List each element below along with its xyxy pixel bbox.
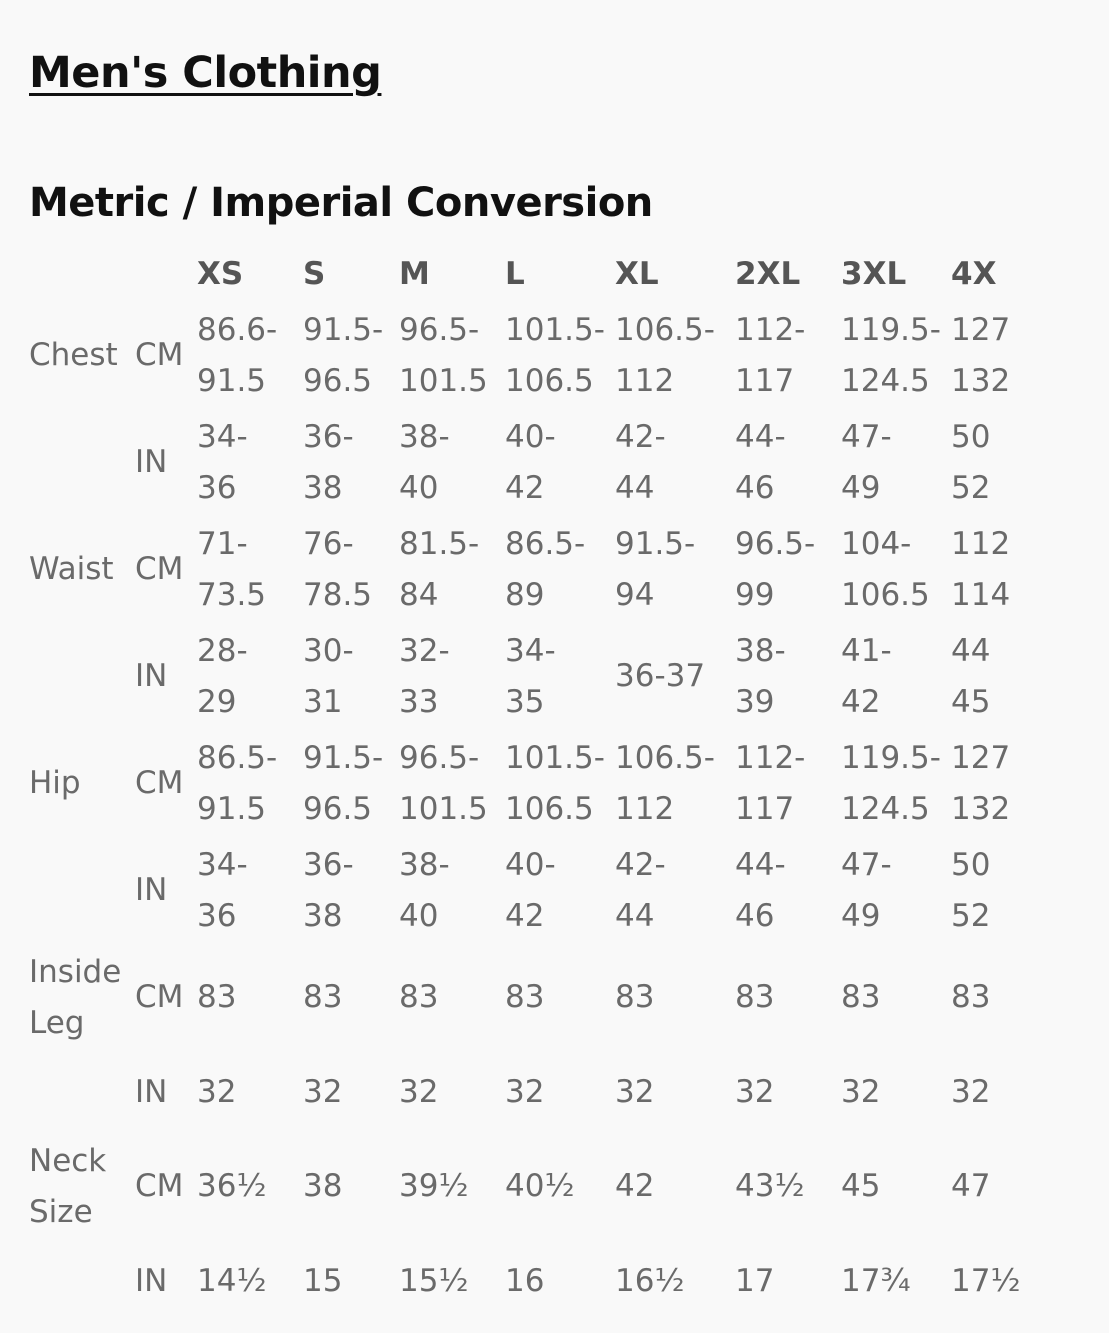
table-cell: 91.5- 94 — [615, 525, 696, 613]
table-cell: 38 — [303, 1168, 343, 1204]
page-title[interactable]: Men's Clothing — [29, 48, 382, 98]
header-blank — [29, 246, 135, 302]
table-cell: 50 52 — [951, 418, 991, 506]
measure-label: Hip — [29, 765, 81, 801]
table-cell: 96.5- 101.5 — [399, 311, 488, 399]
table-cell: 32 — [303, 1073, 343, 1110]
table-cell: 83 — [505, 979, 545, 1015]
table-cell: 101.5- 106.5 — [505, 311, 605, 399]
measure-label — [29, 409, 135, 516]
table-cell: 83 — [303, 979, 343, 1015]
table-cell: 32 — [197, 1073, 237, 1110]
size-header: M — [399, 256, 430, 292]
size-header: S — [303, 256, 326, 292]
table-cell: 112- 117 — [735, 739, 806, 827]
table-row — [29, 623, 1109, 730]
table-cell: 17½ — [951, 1262, 1021, 1299]
size-header-row — [29, 246, 1109, 302]
table-cell: 83 — [735, 979, 775, 1015]
table-cell: 83 — [951, 979, 991, 1015]
unit-label: CM — [135, 979, 184, 1015]
table-cell: 86.5- 91.5 — [197, 739, 278, 827]
table-cell: 81.5- 84 — [399, 525, 480, 613]
table-cell: 14½ — [197, 1262, 267, 1299]
table-cell: 47 — [951, 1168, 991, 1204]
unit-label: IN — [135, 872, 168, 908]
table-cell: 127 132 — [951, 311, 1011, 399]
table-row — [29, 1240, 1109, 1322]
table-cell: 119.5- 124.5 — [841, 739, 941, 827]
measure-label: Chest — [29, 337, 118, 373]
table-cell: 32 — [505, 1073, 545, 1110]
table-cell: 42- 44 — [615, 418, 666, 506]
table-cell: 16 — [505, 1262, 545, 1299]
table-cell: 96.5- 99 — [735, 525, 816, 613]
table-cell: 36- 38 — [303, 846, 354, 934]
table-cell: 17¾ — [841, 1262, 911, 1299]
table-row — [29, 944, 1109, 1051]
table-cell: 44- 46 — [735, 418, 786, 506]
table-cell: 36- 38 — [303, 418, 354, 506]
measure-label: Neck Size — [29, 1142, 107, 1230]
table-row — [29, 1051, 1109, 1133]
table-cell: 96.5- 101.5 — [399, 739, 488, 827]
table-cell: 45 — [841, 1168, 881, 1204]
table-cell: 104- 106.5 — [841, 525, 930, 613]
unit-label: IN — [135, 1262, 168, 1299]
table-row — [29, 516, 1109, 623]
table-cell: 47- 49 — [841, 846, 892, 934]
table-cell: 40- 42 — [505, 846, 556, 934]
table-cell: 32 — [841, 1073, 881, 1110]
table-cell: 42 — [615, 1168, 655, 1204]
table-cell: 44- 46 — [735, 846, 786, 934]
table-cell: 32 — [735, 1073, 775, 1110]
table-cell: 112- 117 — [735, 311, 806, 399]
table-cell: 83 — [399, 979, 439, 1015]
table-cell: 106.5- 112 — [615, 739, 715, 827]
table-cell: 38- 40 — [399, 418, 450, 506]
table-cell: 32 — [615, 1073, 655, 1110]
table-cell: 83 — [615, 979, 655, 1015]
table-row — [29, 837, 1109, 944]
table-cell: 40½ — [505, 1168, 575, 1204]
table-row — [29, 1133, 1109, 1240]
measure-label — [29, 1240, 135, 1322]
table-cell: 127 132 — [951, 739, 1011, 827]
table-cell: 86.5- 89 — [505, 525, 586, 613]
table-cell: 38- 40 — [399, 846, 450, 934]
table-cell: 39½ — [399, 1168, 469, 1204]
table-cell: 16½ — [615, 1262, 685, 1299]
table-cell: 86.6- 91.5 — [197, 311, 278, 399]
unit-label: IN — [135, 1073, 168, 1110]
table-cell: 40- 42 — [505, 418, 556, 506]
table-cell: 91.5- 96.5 — [303, 311, 384, 399]
table-cell: 36-37 — [615, 658, 706, 694]
table-cell: 76- 78.5 — [303, 525, 373, 613]
measure-label — [29, 837, 135, 944]
unit-label: CM — [135, 1168, 184, 1204]
table-cell: 15½ — [399, 1262, 469, 1299]
measure-label: Inside Leg — [29, 953, 122, 1041]
table-cell: 119.5- 124.5 — [841, 311, 941, 399]
size-header: XS — [197, 256, 244, 292]
table-cell: 32- 33 — [399, 632, 450, 720]
table-cell: 71- 73.5 — [197, 525, 267, 613]
table-cell: 36½ — [197, 1168, 267, 1204]
table-cell: 32 — [399, 1073, 439, 1110]
table-cell: 15 — [303, 1262, 343, 1299]
table-row — [29, 302, 1109, 409]
measure-label: Waist — [29, 551, 114, 587]
size-header: L — [505, 256, 525, 292]
table-cell: 43½ — [735, 1168, 805, 1204]
table-cell: 83 — [197, 979, 237, 1015]
table-cell: 32 — [951, 1073, 991, 1110]
unit-label: CM — [135, 337, 184, 373]
measure-label — [29, 623, 135, 730]
table-cell: 112 114 — [951, 525, 1011, 613]
table-cell: 42- 44 — [615, 846, 666, 934]
size-header: 4X — [951, 256, 997, 292]
table-cell: 28- 29 — [197, 632, 248, 720]
measure-label — [29, 1051, 135, 1133]
size-header: 3XL — [841, 256, 907, 292]
table-row — [29, 409, 1109, 516]
table-cell: 34- 36 — [197, 846, 248, 934]
table-cell: 34- 36 — [197, 418, 248, 506]
table-cell: 34- 35 — [505, 632, 556, 720]
table-cell: 106.5- 112 — [615, 311, 715, 399]
table-cell: 17 — [735, 1262, 775, 1299]
table-row — [29, 730, 1109, 837]
table-cell: 41- 42 — [841, 632, 892, 720]
table-cell: 83 — [841, 979, 881, 1015]
size-conversion-table — [29, 246, 1109, 1322]
size-header: XL — [615, 256, 659, 292]
unit-label: CM — [135, 765, 184, 801]
table-cell: 101.5- 106.5 — [505, 739, 605, 827]
table-cell: 30- 31 — [303, 632, 354, 720]
table-cell: 91.5- 96.5 — [303, 739, 384, 827]
table-cell: 50 52 — [951, 846, 991, 934]
header-blank — [135, 246, 197, 302]
size-header: 2XL — [735, 256, 801, 292]
section-title: Metric / Imperial Conversion — [29, 180, 653, 226]
table-cell: 47- 49 — [841, 418, 892, 506]
unit-label: CM — [135, 551, 184, 587]
table-cell: 44 45 — [951, 632, 991, 720]
unit-label: IN — [135, 444, 168, 480]
table-cell: 38- 39 — [735, 632, 786, 720]
unit-label: IN — [135, 658, 168, 694]
